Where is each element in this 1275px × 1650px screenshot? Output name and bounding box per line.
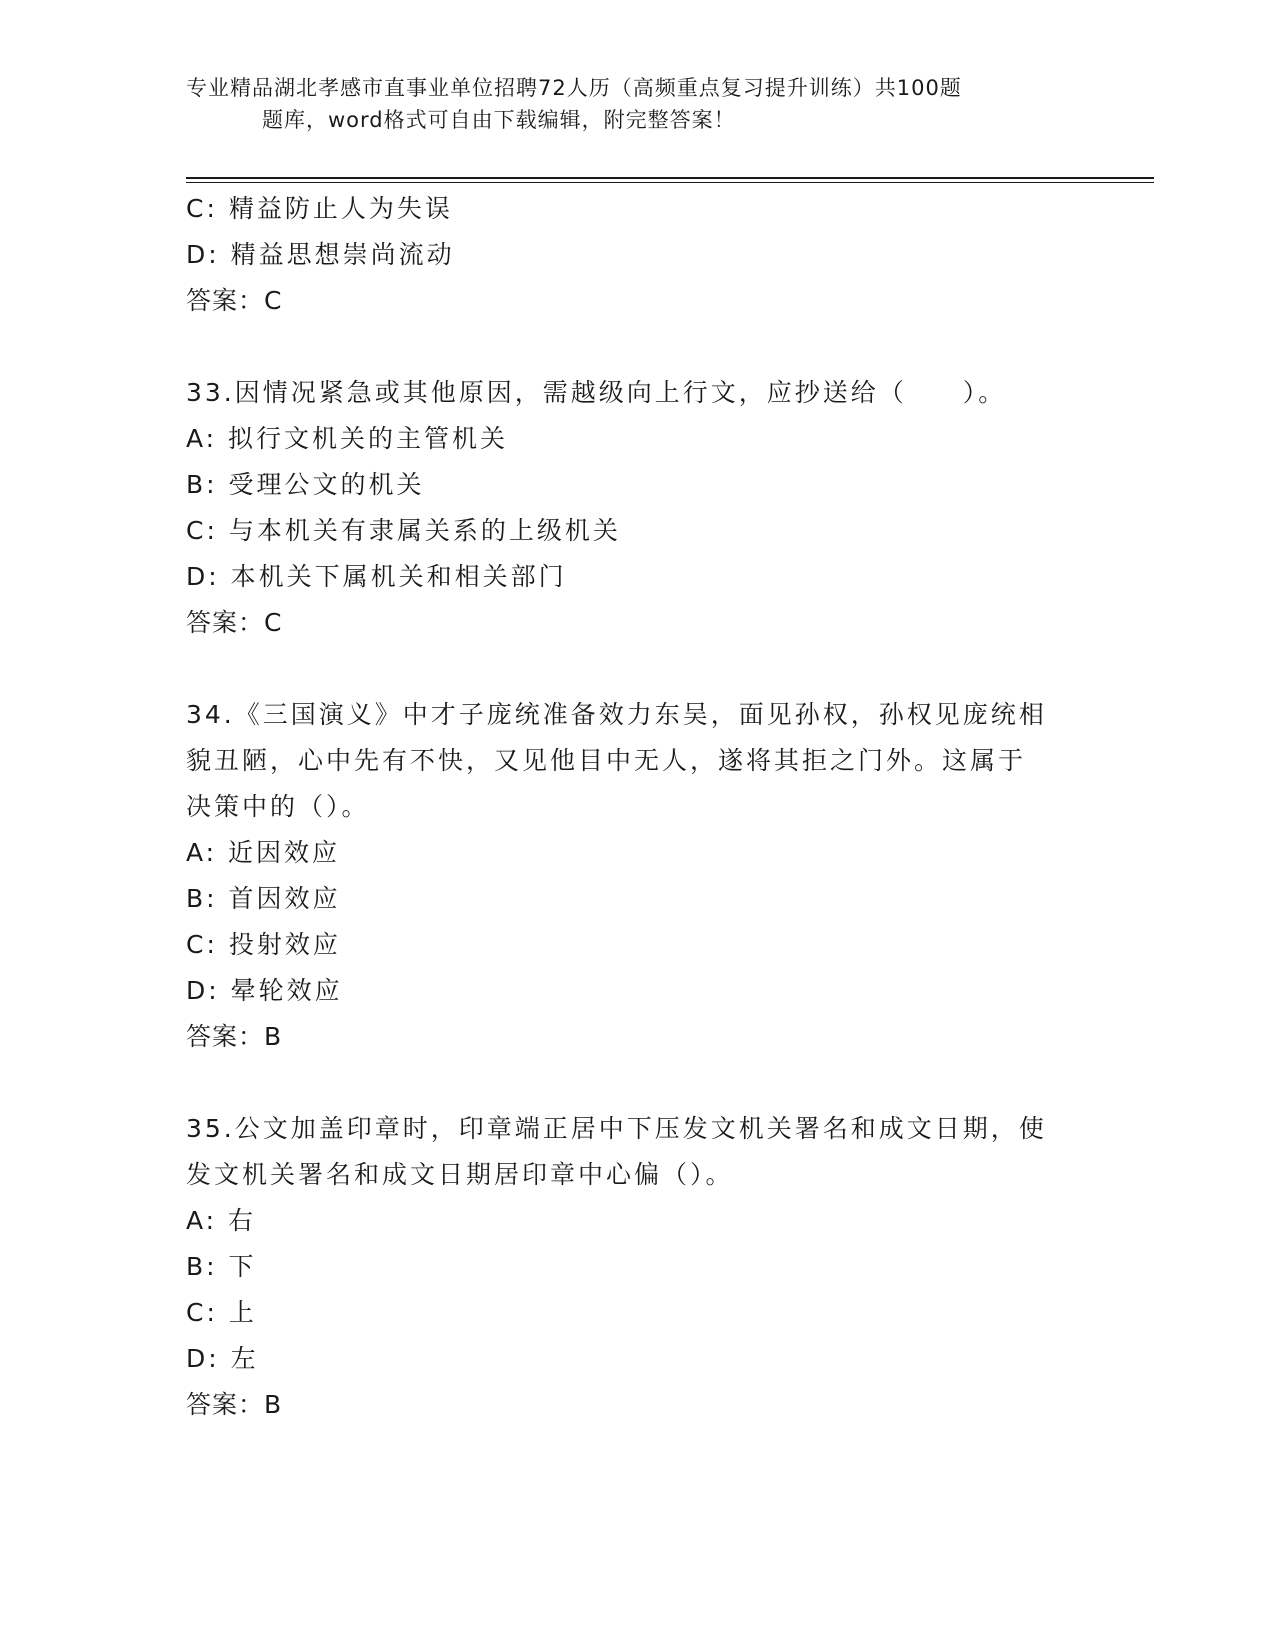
option: A: 右: [186, 1206, 257, 1235]
question-text: 34.《三国演义》中才子庞统准备效力东吴，面见孙权，孙权见庞统相: [186, 700, 1047, 729]
option: D: 晕轮效应: [186, 976, 343, 1005]
header-line-2: 题库，word格式可自由下载编辑，附完整答案！: [262, 108, 736, 132]
partial-question: [186, 186, 1086, 324]
spacer: [186, 1060, 1086, 1106]
header-line-1: 专业精品湖北孝感市直事业单位招聘72人历（高频重点复习提升训练）共100题: [186, 76, 962, 100]
spacer: [186, 324, 1086, 370]
option: D: 本机关下属机关和相关部门: [186, 562, 567, 591]
option: A: 拟行文机关的主管机关: [186, 424, 509, 453]
question-text: 33.因情况紧急或其他原因，需越级向上行文，应抄送给（ ）。: [186, 378, 1007, 407]
document-body: [186, 186, 1086, 1428]
question-34: [186, 692, 1086, 1060]
option: D: 左: [186, 1344, 259, 1373]
option: C: 上: [186, 1298, 257, 1327]
question-text: 决策中的（）。: [186, 792, 370, 821]
option: B: 下: [186, 1252, 257, 1281]
answer: 答案：C: [186, 286, 283, 315]
question-33: [186, 370, 1086, 646]
spacer: [186, 646, 1086, 692]
question-35: [186, 1106, 1086, 1428]
option: C: 投射效应: [186, 930, 341, 959]
answer: 答案：B: [186, 1022, 283, 1051]
question-text: 35.公文加盖印章时，印章端正居中下压发文机关署名和成文日期，使: [186, 1114, 1047, 1143]
question-text: 发文机关署名和成文日期居印章中心偏（）。: [186, 1160, 734, 1189]
header-rule-thick: [186, 177, 1154, 179]
answer: 答案：C: [186, 608, 283, 637]
header-rule-thin: [186, 182, 1154, 183]
option: B: 受理公文的机关: [186, 470, 425, 499]
option: A: 近因效应: [186, 838, 341, 867]
option: B: 首因效应: [186, 884, 341, 913]
question-text: 貌丑陋，心中先有不快，又见他目中无人，遂将其拒之门外。这属于: [186, 746, 1027, 775]
option: D: 精益思想崇尚流动: [186, 240, 455, 269]
option: C: 精益防止人为失误: [186, 194, 453, 223]
page-header: [186, 72, 1086, 136]
answer: 答案：B: [186, 1390, 283, 1419]
option: C: 与本机关有隶属关系的上级机关: [186, 516, 621, 545]
